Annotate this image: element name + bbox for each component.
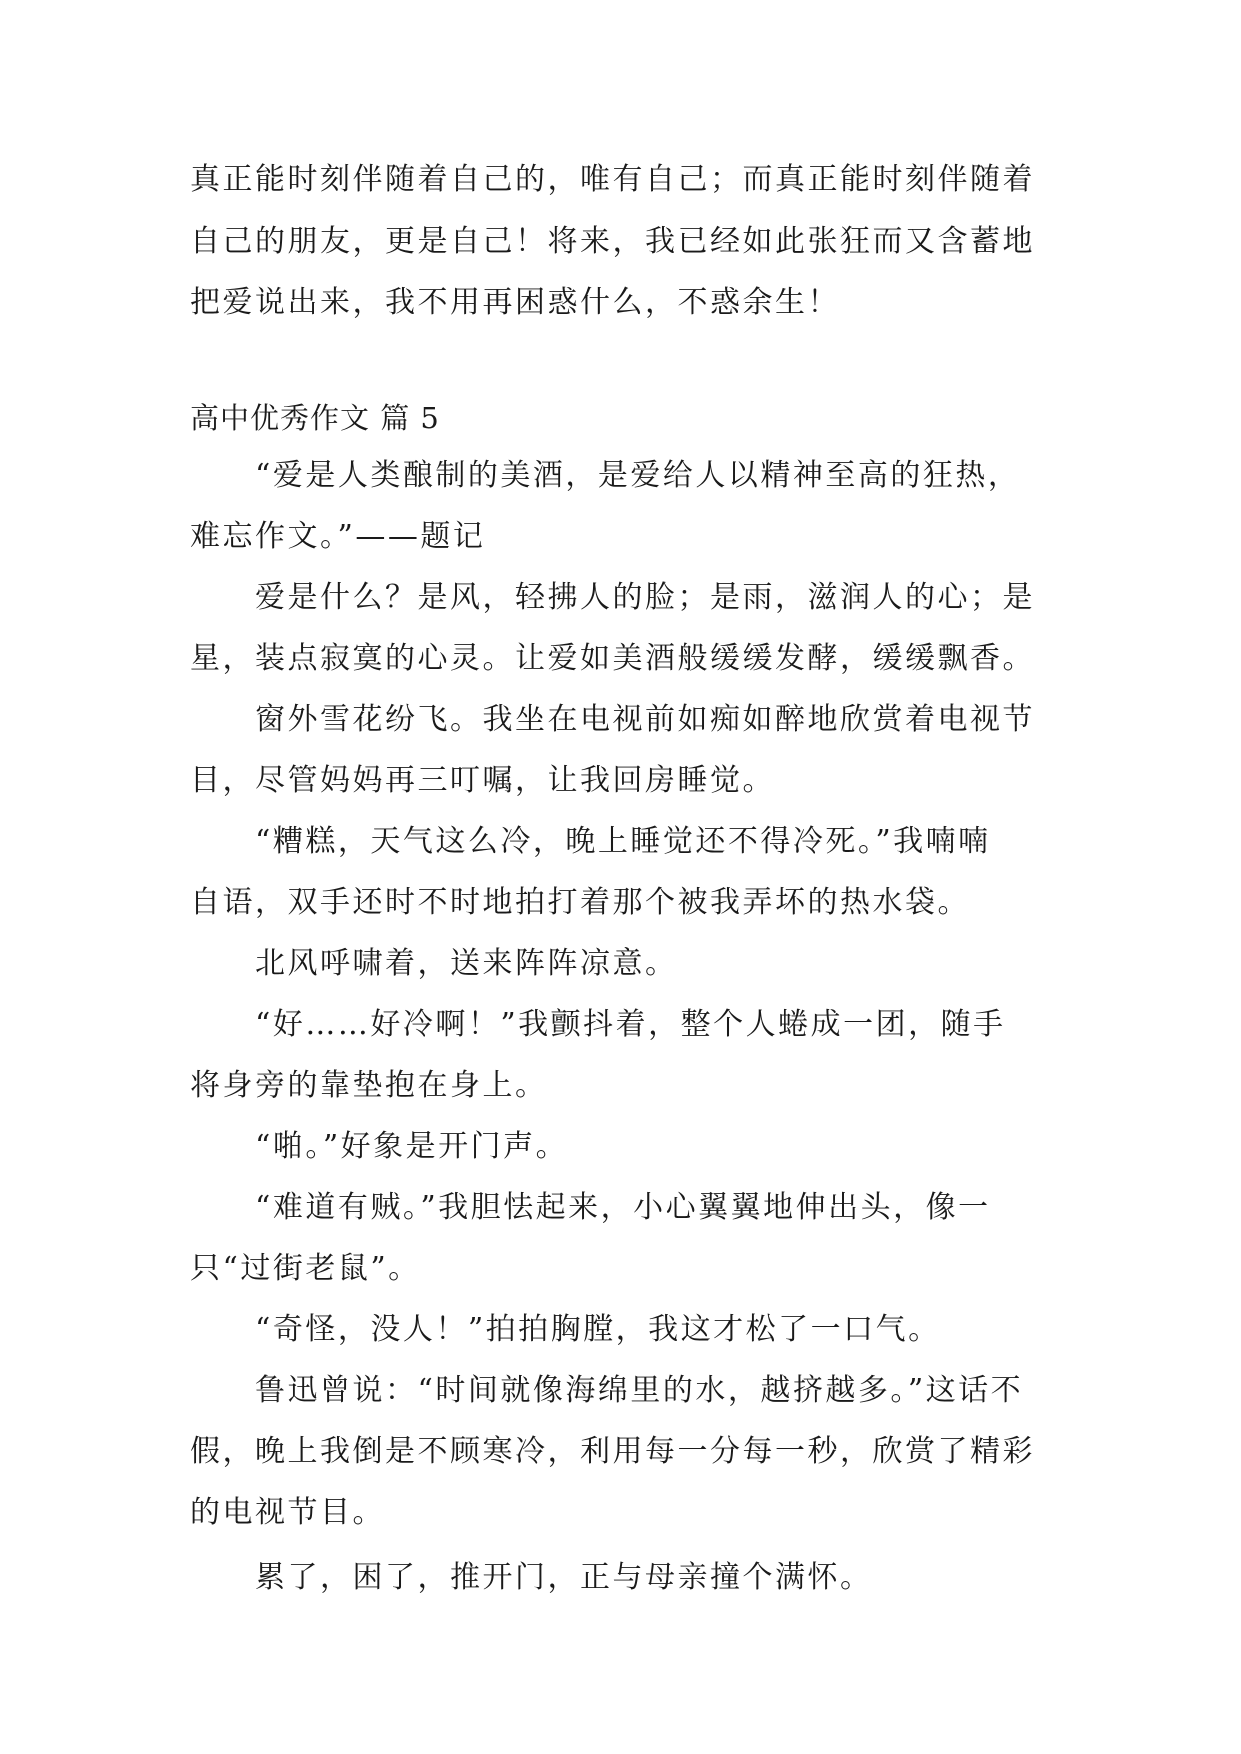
text-line: “爱是人类酿制的美酒，是爱给人以精神至高的狂热， bbox=[255, 458, 1021, 493]
text-line: 窗外雪花纷飞。我坐在电视前如痴如醉地欣赏着电视节 bbox=[255, 702, 1035, 737]
text-line: 自己的朋友，更是自己！将来，我已经如此张狂而又含蓄地 bbox=[190, 224, 1035, 259]
text-line: “难道有贼。”我胆怯起来，小心翼翼地伸出头，像一 bbox=[255, 1190, 991, 1225]
text-line: “好……好冷啊！”我颤抖着，整个人蜷成一团，随手 bbox=[255, 1007, 1006, 1042]
text-line: “啪。”好象是开门声。 bbox=[255, 1129, 569, 1164]
text-line: 星，装点寂寞的心灵。让爱如美酒般缓缓发酵，缓缓飘香。 bbox=[190, 641, 1035, 676]
text-line: 爱是什么？是风，轻拂人的脸；是雨，滋润人的心；是 bbox=[255, 580, 1035, 615]
text-line: 难忘作文。”——题记 bbox=[190, 519, 486, 554]
text-line: “糟糕，天气这么冷，晚上睡觉还不得冷死。”我喃喃 bbox=[255, 824, 991, 859]
text-line: 真正能时刻伴随着自己的，唯有自己；而真正能时刻伴随着 bbox=[190, 162, 1035, 197]
text-line: 目，尽管妈妈再三叮嘱，让我回房睡觉。 bbox=[190, 763, 775, 798]
text-line: 北风呼啸着，送来阵阵凉意。 bbox=[255, 946, 678, 981]
text-line: 将身旁的靠垫抱在身上。 bbox=[190, 1068, 548, 1103]
text-line: 假，晚上我倒是不顾寒冷，利用每一分每一秒，欣赏了精彩 bbox=[190, 1434, 1035, 1469]
text-line: 鲁迅曾说：“时间就像海绵里的水，越挤越多。”这话不 bbox=[255, 1373, 1024, 1408]
text-line: “奇怪，没人！”拍拍胸膛，我这才松了一口气。 bbox=[255, 1312, 941, 1347]
text-line: 累了，困了，推开门，正与母亲撞个满怀。 bbox=[255, 1560, 873, 1595]
section-heading: 高中优秀作文 篇 5 bbox=[190, 401, 440, 435]
text-line: 的电视节目。 bbox=[190, 1495, 385, 1530]
text-line: 把爱说出来，我不用再困惑什么，不惑余生！ bbox=[190, 285, 840, 320]
text-line: 只“过街老鼠”。 bbox=[190, 1251, 421, 1286]
text-line: 自语，双手还时不时地拍打着那个被我弄坏的热水袋。 bbox=[190, 885, 970, 920]
